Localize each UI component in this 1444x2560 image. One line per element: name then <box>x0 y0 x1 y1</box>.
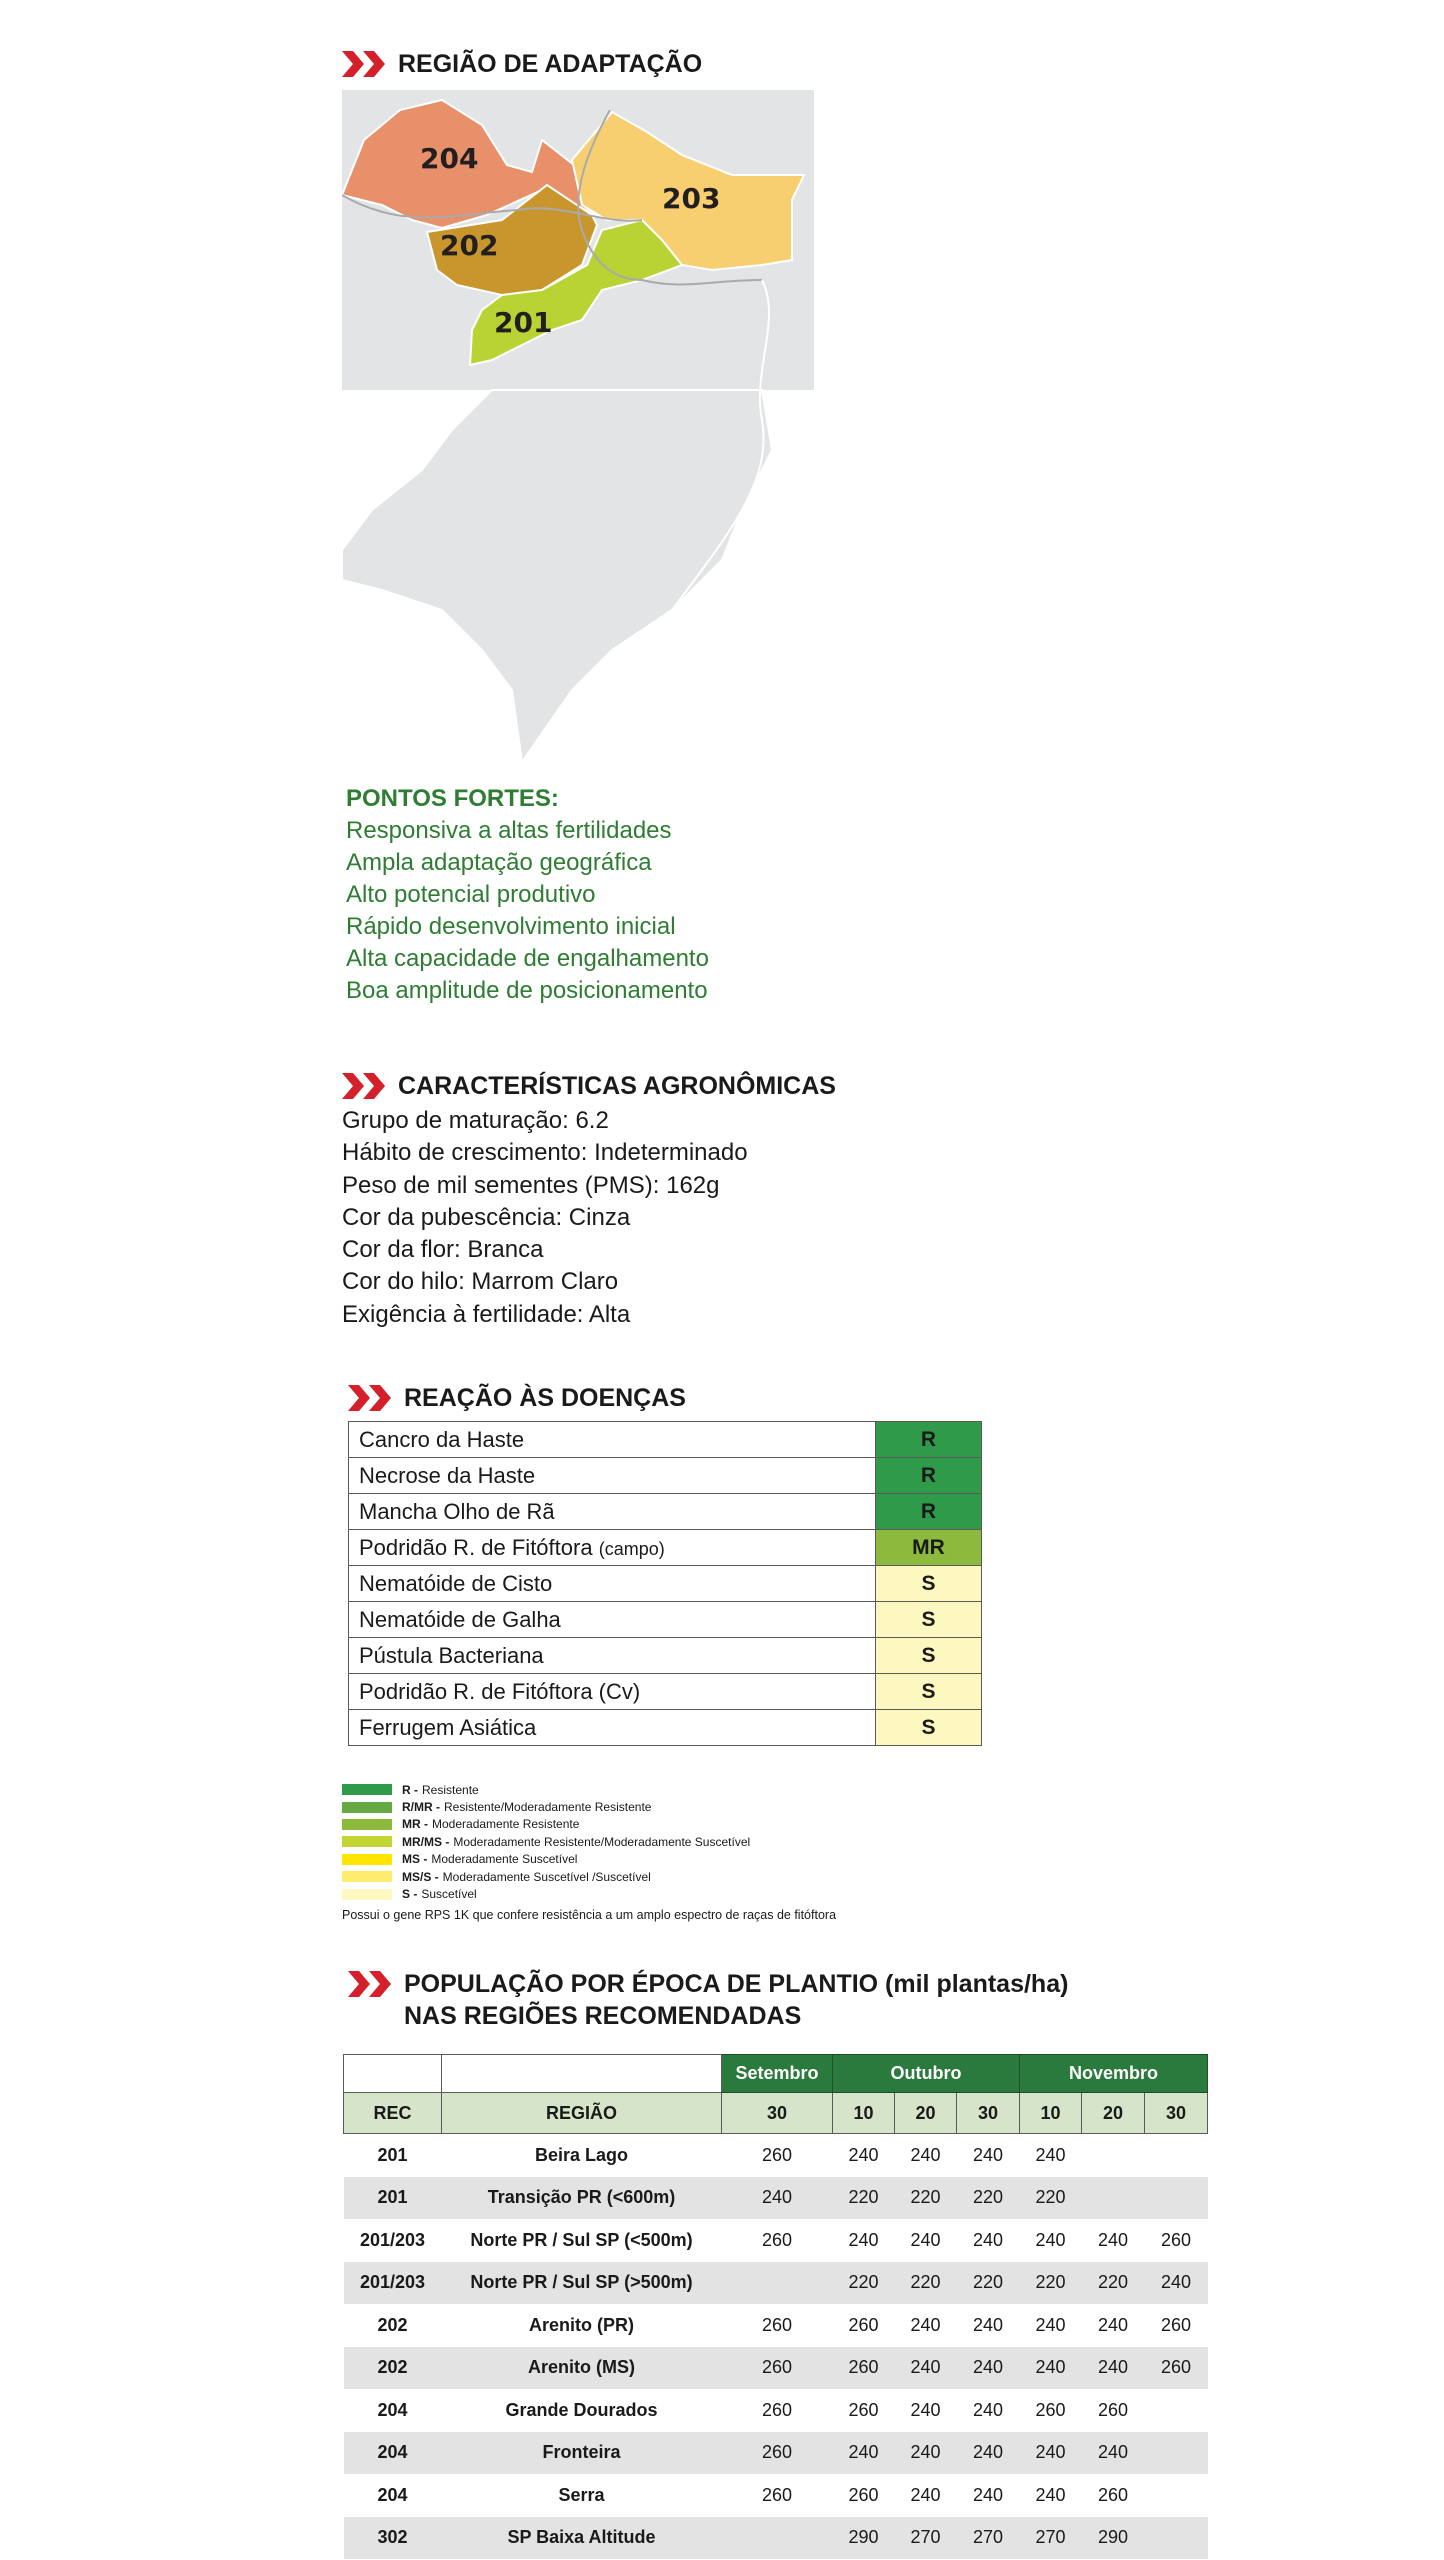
region-cell: Fronteira <box>442 2432 722 2475</box>
population-title-line2: NAS REGIÕES RECOMENDADAS <box>404 2002 802 2030</box>
population-value-cell: 240 <box>957 2432 1020 2475</box>
population-value-cell: 220 <box>895 2262 957 2305</box>
population-value-cell: 240 <box>910 2314 941 2335</box>
disease-name: Ferrugem Asiática <box>359 1714 537 1740</box>
region-cell: Arenito (PR) <box>529 2314 634 2335</box>
population-value-cell <box>1145 2474 1208 2517</box>
disease-name-cell <box>349 1638 876 1674</box>
disease-rating: S <box>876 1710 982 1746</box>
rec-cell: 201 <box>377 2144 408 2165</box>
legend-item <box>342 1816 750 1833</box>
population-value-cell <box>722 2262 833 2305</box>
population-value-cell <box>1145 2134 1208 2177</box>
disease-name: Mancha Olho de Rã <box>359 1498 555 1524</box>
population-value-cell: 260 <box>1160 2314 1192 2335</box>
population-row <box>344 2517 1208 2560</box>
population-value-cell: 290 <box>833 2517 895 2560</box>
disease-name-cell <box>349 1458 876 1494</box>
population-value-cell: 240 <box>910 2484 941 2505</box>
population-value-cell <box>722 2517 833 2560</box>
day-header: 30 <box>1145 2093 1208 2134</box>
disease-name: Nematóide de Galha <box>359 1606 561 1632</box>
disease-rating: R <box>876 1458 982 1494</box>
legend-item <box>342 1885 750 1902</box>
legend-item <box>342 1868 750 1885</box>
population-value-cell: 240 <box>910 2399 941 2420</box>
disease-name-cell <box>349 1566 876 1602</box>
population-row <box>344 2219 1208 2262</box>
disease-name: Podridão R. de Fitóftora <box>359 1534 593 1560</box>
disease-heading <box>348 1382 686 1414</box>
legend-swatch <box>342 1784 392 1795</box>
double-chevron-icon <box>348 1971 394 1997</box>
population-value-cell: 240 <box>910 2229 941 2250</box>
agronomic-item: Peso de mil sementes (PMS): 162g <box>342 1171 720 1199</box>
disease-row <box>349 1710 982 1746</box>
population-row <box>344 2134 1208 2177</box>
disease-name: Pústula Bacteriana <box>359 1642 544 1668</box>
strengths-block <box>346 783 709 1007</box>
population-value-cell: 270 <box>1020 2517 1082 2560</box>
population-value-cell <box>1082 2134 1145 2177</box>
population-value-cell: 260 <box>761 2314 793 2335</box>
region-cell: Serra <box>558 2484 605 2505</box>
population-row <box>344 2304 1208 2347</box>
disease-rating: R <box>876 1422 982 1458</box>
population-value-cell: 240 <box>1020 2432 1082 2475</box>
legend-description: Moderadamente Suscetível /Suscetível <box>442 1869 651 1884</box>
disease-name-cell <box>349 1530 876 1566</box>
double-chevron-icon <box>348 1385 394 1411</box>
disease-row <box>349 1458 982 1494</box>
region-cell: Grande Dourados <box>505 2399 658 2420</box>
population-value-cell: 240 <box>1145 2262 1208 2305</box>
population-value-cell: 270 <box>957 2517 1020 2560</box>
disease-rating: S <box>876 1638 982 1674</box>
day-header: 30 <box>957 2093 1020 2134</box>
population-value-cell: 260 <box>722 2347 833 2390</box>
disease-rating: MR <box>876 1530 982 1566</box>
population-title-line1: POPULAÇÃO POR ÉPOCA DE PLANTIO (mil plantas/ha) <box>404 1970 1069 1998</box>
population-row <box>344 2389 1208 2432</box>
population-value-cell: 240 <box>1082 2432 1145 2475</box>
population-value-cell: 240 <box>1020 2347 1082 2390</box>
disease-rating: S <box>876 1674 982 1710</box>
population-value-cell: 260 <box>848 2484 879 2505</box>
region-label-203: 203 <box>662 182 721 215</box>
legend-description: Resistente/Moderadamente Resistente <box>444 1800 652 1815</box>
region-cell: Beira Lago <box>534 2144 629 2165</box>
agronomic-title: CARACTERÍSTICAS AGRONÔMICAS <box>398 1072 836 1100</box>
legend-code: R/MR - <box>402 1800 440 1815</box>
strengths-title: PONTOS FORTES: <box>346 785 559 812</box>
day-header: 20 <box>895 2093 957 2134</box>
day-header: 10 <box>1020 2093 1082 2134</box>
population-value-cell: 260 <box>1145 2347 1208 2390</box>
disease-name: Podridão R. de Fitóftora (Cv) <box>359 1678 641 1704</box>
disease-note: (campo) <box>598 1538 665 1559</box>
legend-swatch <box>342 1819 392 1830</box>
legend-description: Suscetível <box>421 1887 477 1902</box>
disease-row <box>349 1494 982 1530</box>
rec-cell: 201/203 <box>359 2229 426 2250</box>
disease-name: Nematóide de Cisto <box>359 1570 553 1596</box>
strength-item: Alta capacidade de engalhamento <box>346 945 709 972</box>
population-value-cell: 240 <box>848 2144 879 2165</box>
adaptation-map <box>342 90 814 762</box>
strength-item: Boa amplitude de posicionamento <box>346 977 708 1004</box>
agronomic-item: Grupo de maturação: 6.2 <box>342 1107 609 1134</box>
population-value-cell <box>1145 2177 1208 2220</box>
header-blank-cell <box>442 2055 722 2093</box>
disease-row <box>349 1566 982 1602</box>
population-value-cell: 220 <box>1020 2177 1082 2220</box>
rating-legend <box>342 1781 750 1903</box>
region-cell: Norte PR / Sul SP (>500m) <box>442 2262 722 2305</box>
legend-swatch <box>342 1889 392 1900</box>
disease-title: REAÇÃO ÀS DOENÇAS <box>404 1384 686 1412</box>
population-value-cell: 220 <box>895 2177 957 2220</box>
population-value-cell <box>1145 2389 1208 2432</box>
month-header: Novembro <box>1020 2055 1208 2093</box>
rec-cell: 201/203 <box>344 2262 442 2305</box>
agronomic-item: Cor da pubescência: Cinza <box>342 1203 631 1231</box>
population-value-cell: 260 <box>1035 2399 1066 2420</box>
legend-code: MS/S - <box>402 1869 439 1884</box>
double-chevron-icon <box>342 1073 388 1099</box>
disease-row <box>349 1638 982 1674</box>
disease-name-cell <box>349 1674 876 1710</box>
population-row <box>344 2177 1208 2220</box>
map-base-south <box>342 390 772 762</box>
legend-item <box>342 1798 750 1815</box>
rec-cell: 302 <box>344 2517 442 2560</box>
population-value-cell <box>1145 2517 1208 2560</box>
population-value-cell: 240 <box>972 2144 1004 2165</box>
legend-description: Moderadamente Suscetível <box>431 1852 578 1867</box>
agronomic-heading <box>342 1070 836 1102</box>
disease-row <box>349 1674 982 1710</box>
legend-code: MR/MS - <box>402 1834 450 1849</box>
disease-name-cell <box>349 1494 876 1530</box>
population-value-cell: 260 <box>722 2432 833 2475</box>
region-label-202: 202 <box>440 229 499 262</box>
strength-item: Alto potencial produtivo <box>346 881 596 908</box>
population-value-cell: 260 <box>761 2229 793 2250</box>
population-value-cell: 220 <box>1020 2262 1082 2305</box>
population-value-cell: 260 <box>1097 2484 1129 2505</box>
disease-rating: S <box>876 1602 982 1638</box>
disease-name-cell <box>349 1710 876 1746</box>
region-column-header: REGIÃO <box>442 2093 722 2134</box>
agronomic-item: Cor do hilo: Marrom Claro <box>342 1268 619 1296</box>
double-chevron-icon <box>342 51 388 77</box>
legend-description: Resistente <box>422 1782 479 1797</box>
region-cell: Transição PR (<600m) <box>442 2177 722 2220</box>
legend-code: R - <box>402 1782 418 1797</box>
population-value-cell: 260 <box>848 2314 879 2335</box>
population-value-cell: 240 <box>722 2177 833 2220</box>
legend-item <box>342 1781 750 1798</box>
disease-name: Necrose da Haste <box>359 1462 536 1488</box>
rec-cell: 202 <box>377 2314 408 2335</box>
disease-name-cell <box>349 1422 876 1458</box>
adaptation-heading <box>342 48 702 80</box>
population-row <box>344 2262 1208 2305</box>
legend-description: Moderadamente Resistente <box>432 1817 580 1832</box>
legend-code: S - <box>402 1887 418 1902</box>
strength-item: Ampla adaptação geográfica <box>346 849 652 876</box>
population-header-months <box>344 2055 1208 2093</box>
population-value-cell: 240 <box>848 2229 879 2250</box>
population-value-cell: 240 <box>895 2432 957 2475</box>
adaptation-title: REGIÃO DE ADAPTAÇÃO <box>398 50 703 78</box>
agronomic-item: Cor da flor: Branca <box>342 1236 544 1264</box>
population-value-cell: 270 <box>895 2517 957 2560</box>
header-blank-cell <box>344 2055 442 2093</box>
population-row <box>344 2432 1208 2475</box>
population-value-cell: 240 <box>1097 2314 1129 2335</box>
strength-item: Responsiva a altas fertilidades <box>346 817 672 844</box>
population-value-cell: 240 <box>972 2229 1004 2250</box>
legend-item <box>342 1851 750 1868</box>
population-value-cell: 220 <box>957 2177 1020 2220</box>
disease-row <box>349 1422 982 1458</box>
legend-swatch <box>342 1854 392 1865</box>
population-value-cell: 260 <box>761 2484 793 2505</box>
region-label-204: 204 <box>420 142 479 175</box>
population-table <box>343 2054 1208 2559</box>
region-cell: Arenito (MS) <box>442 2347 722 2390</box>
population-value-cell: 240 <box>972 2484 1004 2505</box>
population-header-days <box>344 2093 1208 2134</box>
rec-cell: 204 <box>377 2399 408 2420</box>
population-value-cell <box>1145 2432 1208 2475</box>
population-value-cell: 240 <box>1082 2347 1145 2390</box>
disease-row <box>349 1530 982 1566</box>
population-value-cell: 290 <box>1082 2517 1145 2560</box>
disease-row <box>349 1602 982 1638</box>
legend-swatch <box>342 1871 392 1882</box>
rec-column-header: REC <box>344 2093 442 2134</box>
population-value-cell: 260 <box>761 2144 793 2165</box>
agronomic-list <box>342 1105 748 1331</box>
legend-item <box>342 1833 750 1850</box>
population-value-cell: 240 <box>1097 2229 1129 2250</box>
agronomic-item: Exigência à fertilidade: Alta <box>342 1300 631 1328</box>
legend-code: MR - <box>402 1817 428 1832</box>
population-value-cell: 260 <box>848 2399 879 2420</box>
rec-cell: 204 <box>344 2432 442 2475</box>
population-value-cell: 240 <box>910 2144 941 2165</box>
population-value-cell: 260 <box>1097 2399 1129 2420</box>
population-value-cell: 260 <box>761 2399 793 2420</box>
population-value-cell: 240 <box>833 2432 895 2475</box>
population-row <box>344 2474 1208 2517</box>
population-value-cell: 220 <box>957 2262 1020 2305</box>
population-value-cell: 240 <box>1035 2314 1066 2335</box>
rec-cell: 202 <box>344 2347 442 2390</box>
population-value-cell: 220 <box>833 2262 895 2305</box>
population-value-cell: 240 <box>957 2347 1020 2390</box>
region-label-201: 201 <box>494 306 553 339</box>
legend-code: MS - <box>402 1852 428 1867</box>
population-value-cell: 240 <box>1035 2144 1066 2165</box>
region-cell: Norte PR / Sul SP (<500m) <box>470 2229 693 2250</box>
rec-cell: 204 <box>377 2484 408 2505</box>
population-row <box>344 2347 1208 2390</box>
population-value-cell <box>1082 2177 1145 2220</box>
population-value-cell: 220 <box>833 2177 895 2220</box>
day-header: 10 <box>833 2093 895 2134</box>
rec-cell: 201 <box>344 2177 442 2220</box>
population-value-cell: 240 <box>1035 2484 1066 2505</box>
strength-item: Rápido desenvolvimento inicial <box>346 913 676 940</box>
population-value-cell: 260 <box>833 2347 895 2390</box>
population-value-cell: 260 <box>1160 2229 1192 2250</box>
population-heading <box>348 1968 1068 2032</box>
day-header: 30 <box>722 2093 833 2134</box>
month-header: Outubro <box>833 2055 1020 2093</box>
disease-table <box>348 1421 982 1746</box>
disease-rating: S <box>876 1566 982 1602</box>
legend-note: Possui o gene RPS 1K que confere resistência a um amplo espectro de raças de fitóftora <box>342 1908 837 1922</box>
population-value-cell: 240 <box>895 2347 957 2390</box>
population-value-cell: 240 <box>972 2399 1004 2420</box>
population-value-cell: 220 <box>1082 2262 1145 2305</box>
disease-name-cell <box>349 1602 876 1638</box>
disease-rating: R <box>876 1494 982 1530</box>
population-value-cell: 240 <box>972 2314 1004 2335</box>
population-value-cell: 240 <box>1035 2229 1066 2250</box>
agronomic-item: Hábito de crescimento: Indeterminado <box>342 1139 748 1167</box>
month-header: Setembro <box>722 2055 833 2093</box>
legend-swatch <box>342 1836 392 1847</box>
day-header: 20 <box>1082 2093 1145 2134</box>
legend-description: Moderadamente Resistente/Moderadamente Suscetível <box>453 1834 751 1849</box>
legend-swatch <box>342 1802 392 1813</box>
disease-name: Cancro da Haste <box>359 1426 525 1452</box>
region-cell: SP Baixa Altitude <box>442 2517 722 2560</box>
